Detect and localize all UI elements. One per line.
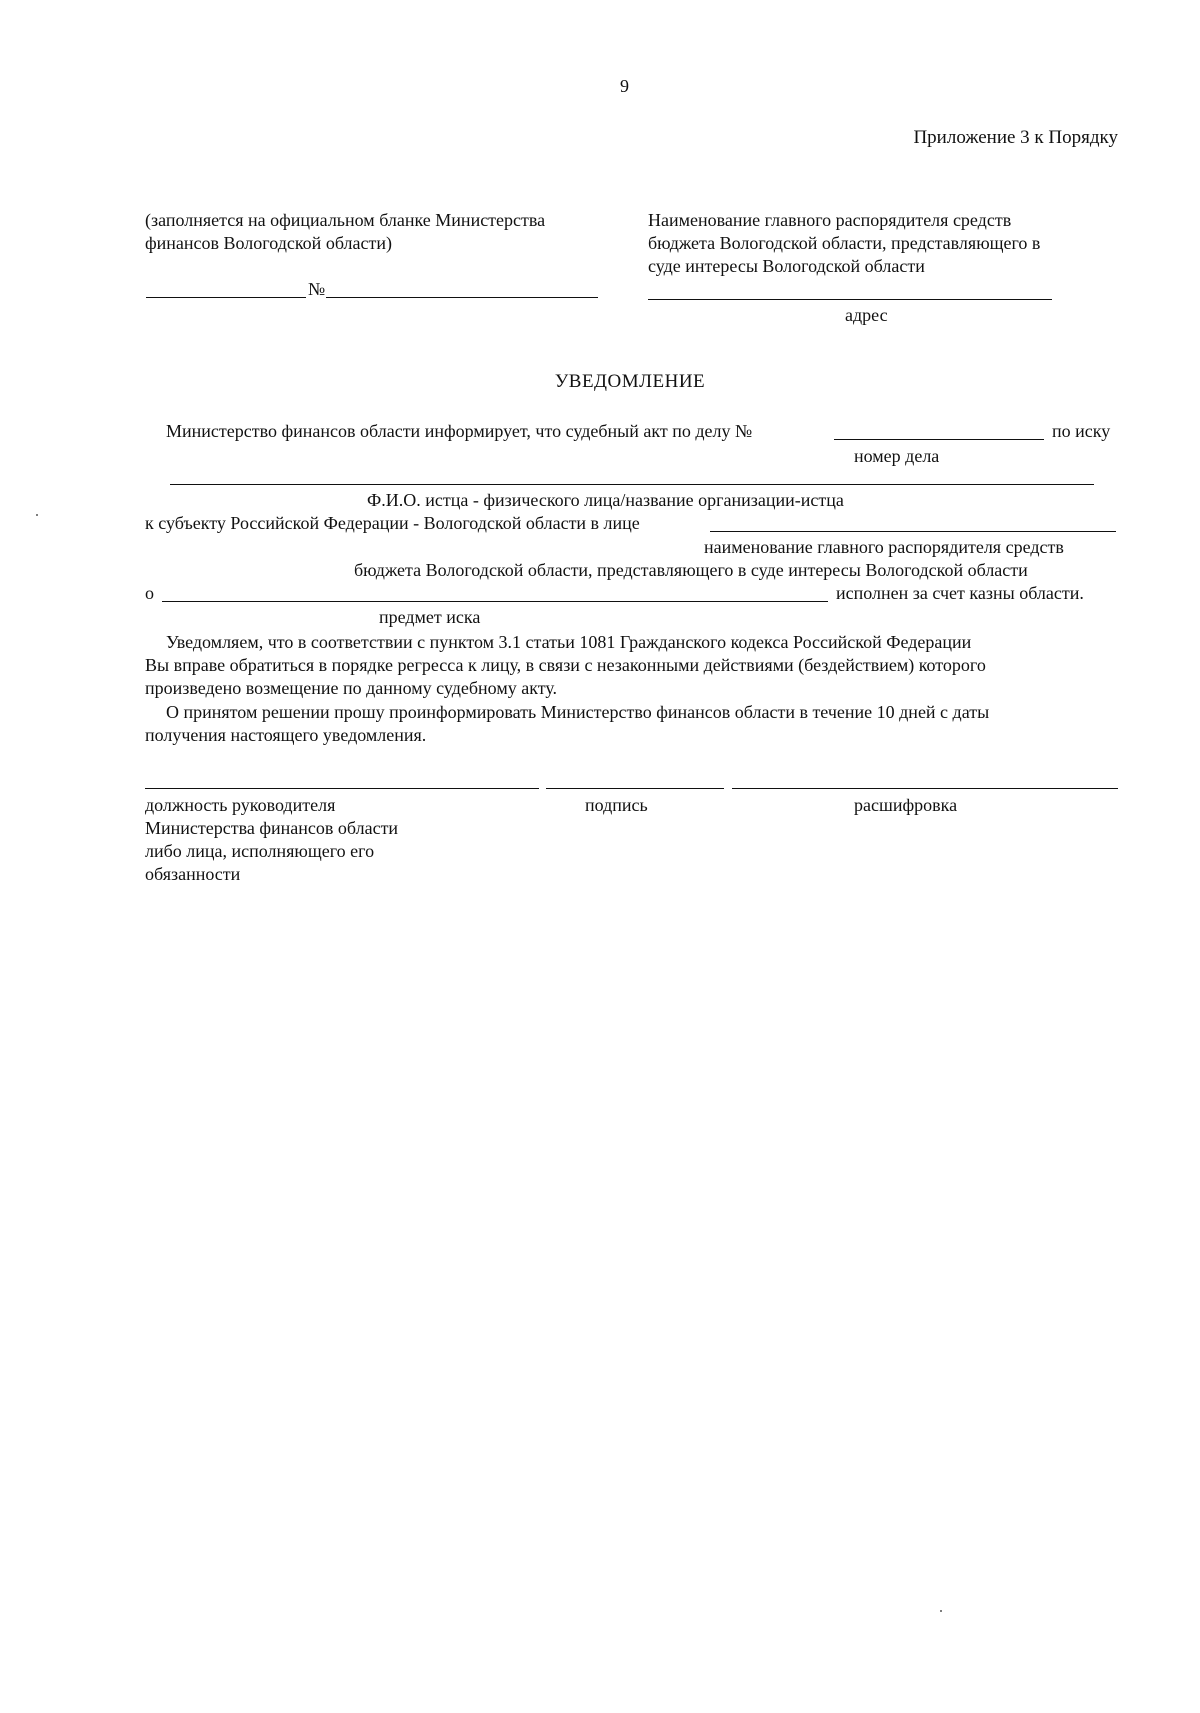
signature-caption: подпись [585,795,648,815]
scan-speck [940,1610,942,1612]
paragraph-1-line-1: Уведомляем, что в соответствии с пунктом 3.1 статьи 1081 Гражданского кодекса Российской Федерации [166,632,972,652]
paragraph-2-line-2: получения настоящего уведомления. [145,725,427,745]
decoding-caption: расшифровка [854,795,958,815]
page-number: 9 [620,76,629,96]
position-caption-2: Министерства финансов области [145,818,399,838]
intro-text: Министерство финансов области информирует, что судебный акт по делу № [166,421,753,441]
subject-line: к субъекту Российской Федерации - Вологодской области в лице [145,513,640,533]
left-header-line-1: (заполняется на официальном бланке Министерства [145,210,546,230]
paragraph-1-line-3: произведено возмещение по данному судебному акту. [145,678,558,698]
manager-caption-1: наименование главного распорядителя средств [704,537,1064,557]
plaintiff-field[interactable] [170,484,1094,485]
position-caption-3: либо лица, исполняющего его [145,841,375,861]
manager-caption-2: бюджета Вологодской области, представляющего в суде интересы Вологодской области [354,560,1028,580]
right-header-line-3: суде интересы Вологодской области [648,256,925,276]
outgoing-number-field[interactable] [326,297,598,298]
claim-caption: предмет иска [379,607,481,627]
paragraph-1-line-2: Вы вправе обратиться в порядке регресса к лицу, в связи с незаконными действиями (бездействием) которого [145,655,986,675]
appendix-note: Приложение 3 к Порядку [913,127,1118,148]
executed-text: исполнен за счет казны области. [836,583,1084,603]
address-field[interactable] [648,299,1052,300]
signature-field[interactable] [546,788,724,789]
left-header-line-2: финансов Вологодской области) [145,233,392,253]
plaintiff-caption: Ф.И.О. истца - физического лица/название организации-истца [367,490,844,510]
document-title: УВЕДОМЛЕНИЕ [554,371,706,392]
decoding-field[interactable] [732,788,1118,789]
o-letter: о [145,583,154,603]
outgoing-date-field[interactable] [146,297,306,298]
address-caption: адрес [845,305,888,325]
position-caption-4: обязанности [145,864,241,884]
intro-end-text: по иску [1052,421,1111,441]
paragraph-2-line-1: О принятом решении прошу проинформировать Министерство финансов области в течение 10 дней с даты [166,702,990,722]
claim-subject-field[interactable] [162,601,828,602]
scan-speck [36,514,38,516]
position-caption-1: должность руководителя [145,795,336,815]
case-number-field[interactable] [834,439,1044,440]
position-field[interactable] [145,788,539,789]
manager-field[interactable] [710,531,1116,532]
right-header-line-2: бюджета Вологодской области, представляющего в [648,233,1041,253]
case-number-caption: номер дела [854,446,940,466]
number-sign: № [308,279,326,299]
right-header-line-1: Наименование главного распорядителя средств [648,210,1012,230]
